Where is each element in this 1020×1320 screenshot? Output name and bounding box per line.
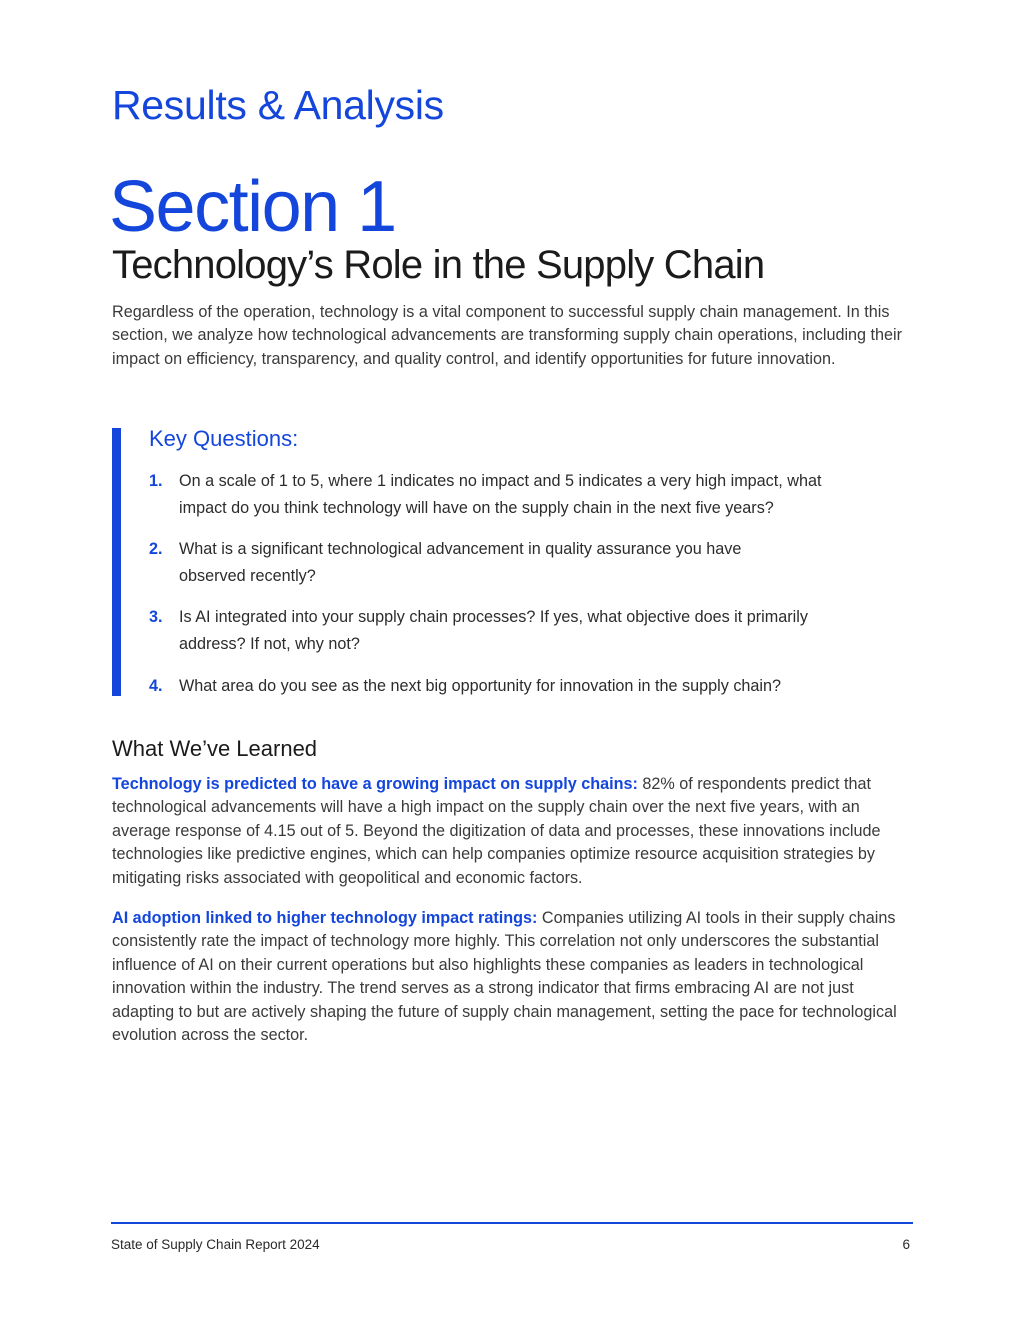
question-text: Is AI integrated into your supply chain processes? If yes, what objective does it primarily address? If not, why not? xyxy=(179,608,808,653)
question-number: 4. xyxy=(149,676,163,695)
question-number: 1. xyxy=(149,472,163,490)
finding-lead: Technology is predicted to have a growing impact on supply chains: xyxy=(112,775,638,793)
key-question-item xyxy=(149,536,889,589)
page-kicker: Results & Analysis xyxy=(112,82,444,128)
section-number: Section 1 xyxy=(109,167,396,247)
question-text: What area do you see as the next big opportunity for innovation in the supply chain? xyxy=(179,676,782,695)
footer-page-number: 6 xyxy=(902,1237,910,1252)
footer-divider xyxy=(111,1222,913,1224)
finding-paragraph xyxy=(112,907,912,1047)
key-question-item xyxy=(149,468,889,521)
intro-paragraph: Regardless of the operation, technology is a vital component to successful supply chain management. In this section, we analyze how technological advancements are transforming supply chain operations, including their impact on efficiency, transparency, and quality control, and identify opportunities for future innovation. xyxy=(112,303,903,368)
question-text: On a scale of 1 to 5, where 1 indicates no impact and 5 indicates a very high impact, what impact do you think technology will have on the supply chain in the next five years? xyxy=(179,472,822,517)
finding-lead: AI adoption linked to higher technology impact ratings: xyxy=(112,909,538,927)
key-questions-heading: Key Questions: xyxy=(149,426,299,451)
question-text: What is a significant technological advancement in quality assurance you have observed recently? xyxy=(179,540,742,585)
learned-heading: What We’ve Learned xyxy=(112,736,318,761)
key-questions-list xyxy=(149,468,889,714)
finding-body: 82% of respondents predict that technological advancements will have a high impact on the supply chain over the next five years, with an average response of 4.15 out of 5. Beyond the digitization of data and processes, these innovations include technologies like predictive engines, which can help companies optimize resource acquisition strategies by mitigating risks associated with geopolitical and economic factors. xyxy=(112,775,881,887)
section-title: Technology’s Role in the Supply Chain xyxy=(112,243,765,287)
question-number: 2. xyxy=(149,540,163,559)
key-question-item xyxy=(149,604,889,657)
callout-accent-bar xyxy=(112,428,121,696)
key-question-item xyxy=(149,673,889,700)
question-number: 3. xyxy=(149,608,163,627)
key-questions-callout xyxy=(112,428,902,696)
footer-report-name: State of Supply Chain Report 2024 xyxy=(111,1237,320,1252)
finding-paragraph xyxy=(112,773,912,890)
finding-body: Companies utilizing AI tools in their supply chains consistently rate the impact of technology more highly. This correlation not only underscores the substantial influence of AI on their current operations but also highlights these companies as leaders in technological innovation within the industry. The trend serves as a strong indicator that firms embracing AI are not just adapting to but are actively shaping the future of supply chain management, setting the pace for technological evolution across the sector. xyxy=(112,909,897,1045)
